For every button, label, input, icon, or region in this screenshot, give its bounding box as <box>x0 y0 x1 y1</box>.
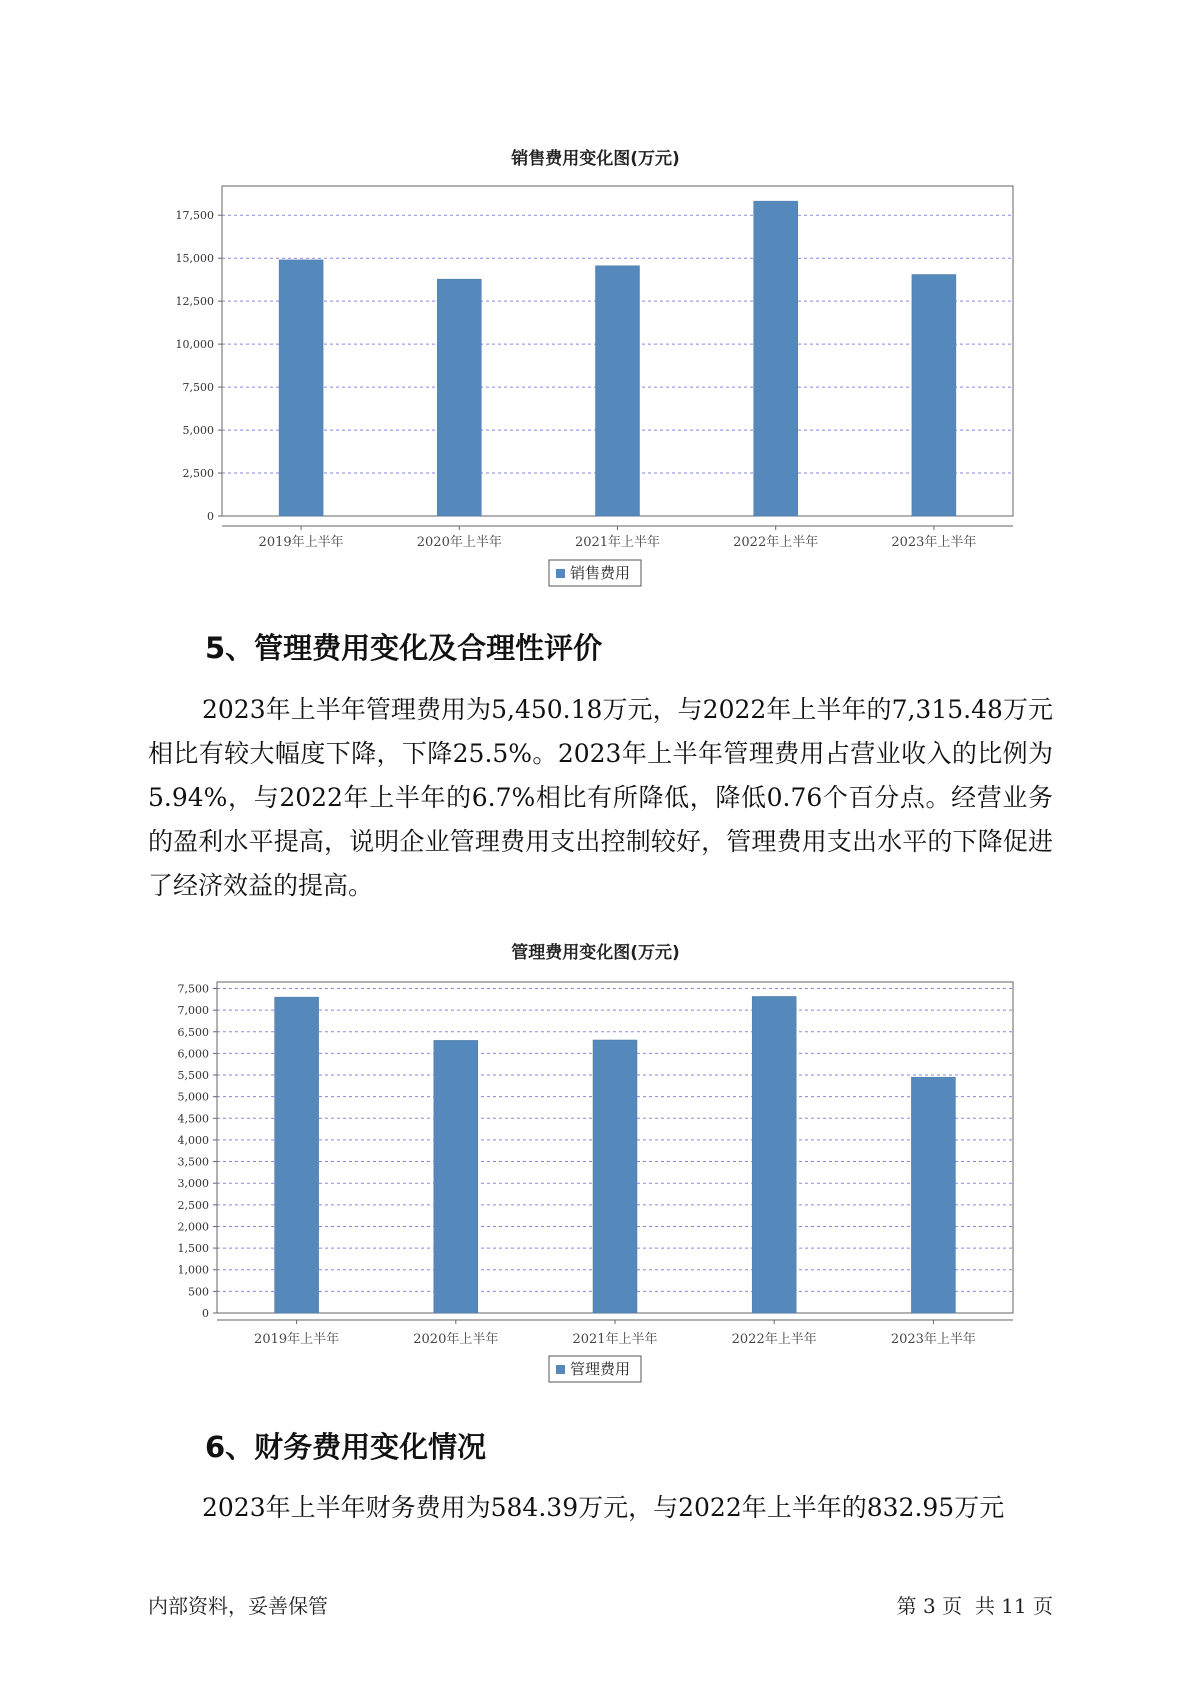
y-tick-label: 7,500 <box>182 381 214 395</box>
y-tick-label: 7,500 <box>177 982 209 996</box>
bar <box>275 997 319 1313</box>
section-5-heading: 5、管理费用变化及合理性评价 <box>205 631 603 665</box>
bar <box>434 1040 478 1313</box>
y-tick-label: 6,500 <box>177 1025 209 1039</box>
chart-title-admin: 管理费用变化图(万元) <box>511 943 680 963</box>
chart-title-sales: 销售费用变化图(万元) <box>511 149 680 169</box>
y-tick-label: 5,500 <box>177 1069 209 1083</box>
y-tick-label: 5,000 <box>182 424 214 438</box>
y-tick-label: 1,500 <box>177 1242 209 1256</box>
x-tick-label: 2019年上半年 <box>254 1332 340 1347</box>
y-tick-label: 5,000 <box>177 1090 209 1104</box>
y-tick-label: 2,500 <box>177 1198 209 1212</box>
y-tick-label: 12,500 <box>175 295 214 309</box>
y-tick-label: 2,000 <box>177 1220 209 1234</box>
y-tick-label: 15,000 <box>175 252 214 266</box>
y-tick-label: 4,500 <box>177 1112 209 1126</box>
y-tick-label: 2,500 <box>182 467 214 481</box>
section-6-text: 2023年上半年财务费用为584.39万元，与2022年上半年的832.95万元 <box>202 1493 1005 1522</box>
y-tick-label: 3,500 <box>177 1155 209 1169</box>
legend-swatch <box>556 1365 565 1374</box>
legend <box>549 1356 641 1382</box>
x-tick-label: 2023年上半年 <box>891 535 977 550</box>
y-tick-label: 10,000 <box>175 338 214 352</box>
x-tick-label: 2021年上半年 <box>574 535 661 550</box>
y-tick-label: 17,500 <box>175 209 214 223</box>
y-tick-label: 500 <box>188 1285 209 1299</box>
footer-page-number: 第 3 页 共 11 页 <box>896 1594 1053 1618</box>
x-tick-label: 2021年上半年 <box>572 1332 658 1347</box>
bar <box>911 1077 955 1313</box>
bar <box>593 1040 637 1313</box>
section-6-paragraph <box>148 1486 1053 1530</box>
section-6-heading: 6、财务费用变化情况 <box>205 1430 487 1464</box>
legend-label: 管理费用 <box>570 1360 631 1378</box>
y-tick-label: 3,000 <box>177 1177 209 1191</box>
x-tick-label: 2023年上半年 <box>890 1332 976 1347</box>
x-tick-label: 2020年上半年 <box>413 1332 499 1347</box>
y-tick-label: 1,000 <box>177 1263 209 1277</box>
bar <box>752 996 796 1313</box>
x-tick-label: 2019年上半年 <box>258 535 344 550</box>
x-tick-label: 2022年上半年 <box>731 1332 817 1347</box>
section-5-text: 2023年上半年管理费用为5,450.18万元，与2022年上半年的7,315.48万元相比有较大幅度下降，下降25.5%。2023年上半年管理费用占营业收入的比例为5.94%，与2022年上半年的6.7%相比有所降低，降低0.76个百分点。经营业务的盈利水平提高，说明企业管理费用支出控制较好，管理费用支出水平的下降促进了经济效益的提高。 <box>148 695 1053 900</box>
x-tick-label: 2022年上半年 <box>733 535 819 550</box>
y-tick-label: 0 <box>207 510 214 523</box>
y-tick-label: 4,000 <box>177 1133 209 1147</box>
y-tick-label: 6,000 <box>177 1047 209 1061</box>
y-tick-label: 7,000 <box>177 1004 209 1018</box>
y-tick-label: 0 <box>202 1307 209 1320</box>
legend-label: 销售费用 <box>570 564 631 582</box>
footer-left: 内部资料，妥善保管 <box>148 1594 328 1618</box>
x-tick-label: 2020年上半年 <box>416 535 502 550</box>
